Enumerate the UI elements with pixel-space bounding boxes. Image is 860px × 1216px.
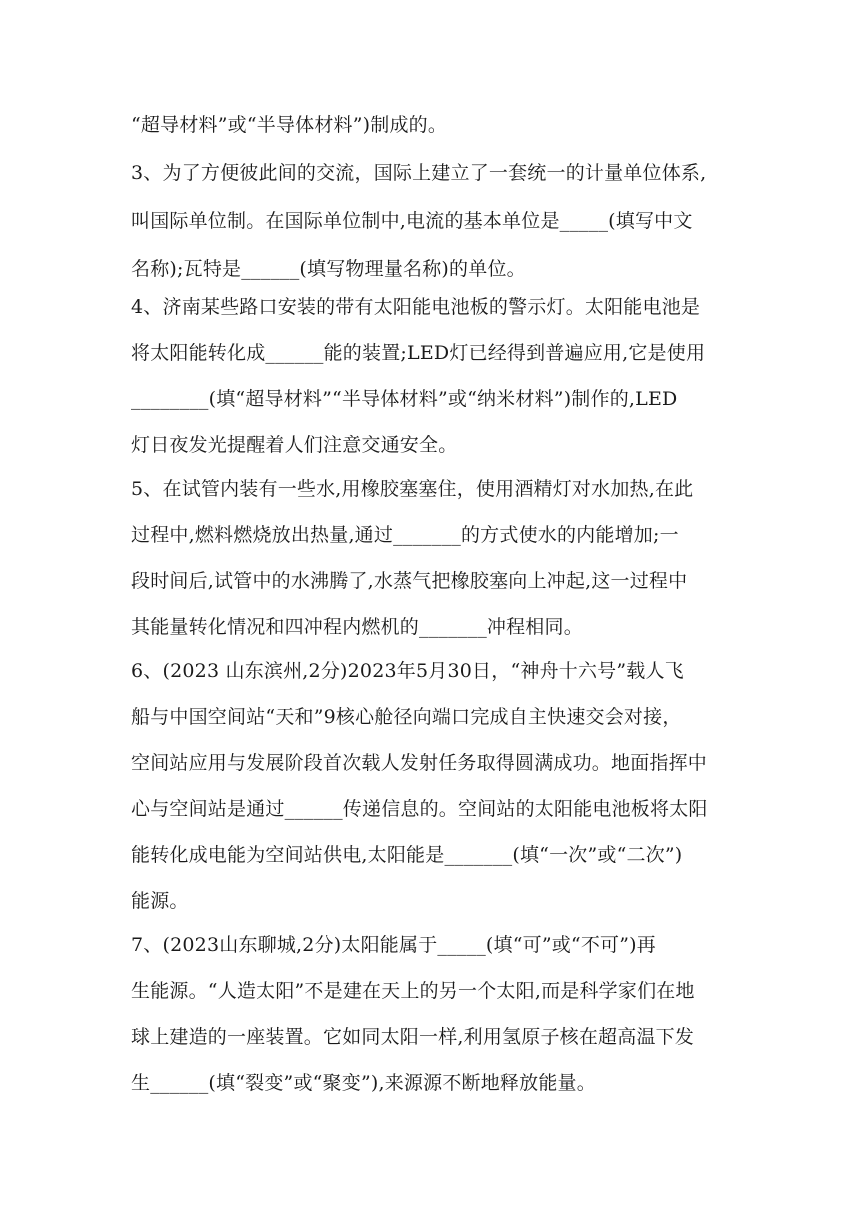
text-line: ________(填“超导材料”“半导体材料”或“纳米材料”)制作的,LED [131, 388, 678, 410]
text-line: 6、(2023 山东滨州,2分)2023年5月30日，“神舟十六号”载人飞 [131, 660, 684, 682]
text-line: 灯日夜发光提醒着人们注意交通安全。 [131, 434, 458, 456]
text-line: 5、在试管内装有一些水,用橡胶塞塞住，使用酒精灯对水加热,在此 [131, 478, 694, 500]
text-line: 能转化成电能为空间站供电,太阳能是_______(填“一次”或“二次”) [131, 844, 683, 866]
text-line: 段时间后,试管中的水沸腾了,水蒸气把橡胶塞向上冲起,这一过程中 [131, 570, 688, 592]
text-line: 过程中,燃料燃烧放出热量,通过_______的方式使水的内能增加;一 [131, 524, 679, 546]
text-line: 空间站应用与发展阶段首次载人发射任务取得圆满成功。地面指挥中 [131, 752, 708, 774]
text-line: 4、济南某些路口安装的带有太阳能电池板的警示灯。太阳能电池是 [131, 296, 701, 318]
text-line: 能源。 [131, 890, 189, 912]
text-line: 心与空间站是通过______传递信息的。空间站的太阳能电池板将太阳 [131, 798, 708, 820]
text-line: 将太阳能转化成______能的装置;LED灯已经得到普遍应用,它是使用 [131, 342, 706, 364]
text-line: 叫国际单位制。在国际单位制中,电流的基本单位是_____(填写中文 [131, 210, 693, 232]
text-line: 球上建造的一座装置。它如同太阳一样,利用氢原子核在超高温下发 [131, 1026, 695, 1048]
text-line: 船与中国空间站“天和”9核心舱径向端口完成自主快速交会对接， [131, 706, 682, 728]
text-line: 3、为了方便彼此间的交流，国际上建立了一套统一的计量单位体系, [131, 162, 707, 184]
text-line: 生能源。“人造太阳”不是建在天上的另一个太阳,而是科学家们在地 [131, 980, 695, 1002]
text-line: 其能量转化情况和四冲程内燃机的_______冲程相同。 [131, 616, 583, 638]
text-line: 名称);瓦特是______(填写物理量名称)的单位。 [131, 258, 526, 280]
text-line: “超导材料”或“半导体材料”)制成的。 [131, 114, 448, 136]
text-line: 生______(填“裂变”或“聚变”),来源源不断地释放能量。 [131, 1072, 596, 1094]
text-line: 7、(2023山东聊城,2分)太阳能属于_____(填“可”或“不可”)再 [131, 934, 656, 956]
